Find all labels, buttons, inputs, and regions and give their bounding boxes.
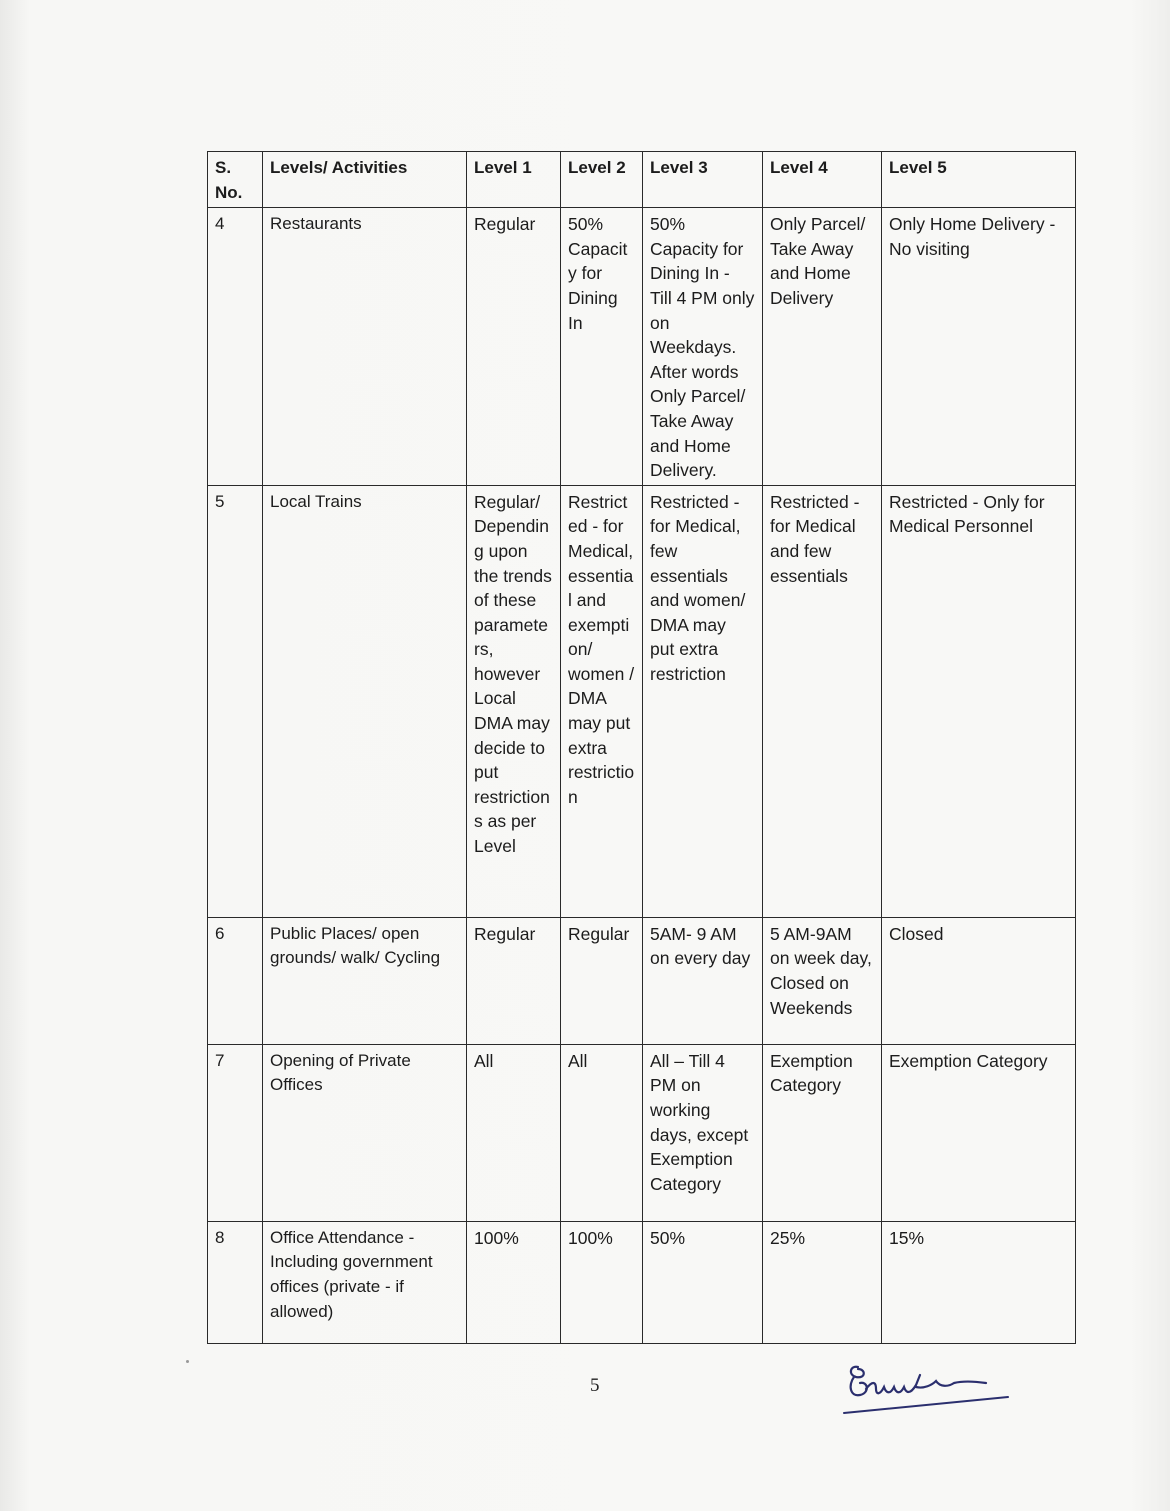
row-level-1: Regular bbox=[467, 208, 561, 486]
row-level-3: 50% bbox=[643, 1221, 763, 1343]
row-level-5: Only Home Delivery - No visiting bbox=[882, 208, 1076, 486]
signature-icon bbox=[836, 1345, 1016, 1425]
row-level-2: All bbox=[561, 1044, 643, 1221]
row-level-5: 15% bbox=[882, 1221, 1076, 1343]
row-sno: 4 bbox=[208, 208, 263, 486]
row-level-2: Regular bbox=[561, 917, 643, 1044]
table-row bbox=[208, 485, 1076, 917]
levels-activities-table bbox=[207, 151, 1076, 1344]
row-level-1: Regular/ Depending upon the trends of these parameters, however Local DMA may decide to put restrictions as per Level bbox=[467, 485, 561, 917]
row-activity: Restaurants bbox=[263, 208, 467, 486]
header-level-5: Level 5 bbox=[882, 152, 1076, 208]
row-level-1: Regular bbox=[467, 917, 561, 1044]
row-level-4: 25% bbox=[763, 1221, 882, 1343]
row-level-3: All – Till 4 PM on working days, except Exemption Category bbox=[643, 1044, 763, 1221]
row-activity: Public Places/ open grounds/ walk/ Cycling bbox=[263, 917, 467, 1044]
row-level-3: Restricted - for Medical, few essentials and women/ DMA may put extra restriction bbox=[643, 485, 763, 917]
row-sno: 7 bbox=[208, 1044, 263, 1221]
row-level-4: Restricted - for Medical and few essentials bbox=[763, 485, 882, 917]
header-level-2: Level 2 bbox=[561, 152, 643, 208]
row-level-4: Exemption Category bbox=[763, 1044, 882, 1221]
row-sno: 8 bbox=[208, 1221, 263, 1343]
row-level-5: Restricted - Only for Medical Personnel bbox=[882, 485, 1076, 917]
row-activity: Office Attendance - Including government offices (private - if allowed) bbox=[263, 1221, 467, 1343]
row-sno: 6 bbox=[208, 917, 263, 1044]
table-row bbox=[208, 917, 1076, 1044]
row-level-1: 100% bbox=[467, 1221, 561, 1343]
row-level-3: 50% Capacity for Dining In - Till 4 PM only on Weekdays. After words Only Parcel/ Take Away and Home Delivery. bbox=[643, 208, 763, 486]
row-level-2: 100% bbox=[561, 1221, 643, 1343]
table-row bbox=[208, 1044, 1076, 1221]
row-level-5: Closed bbox=[882, 917, 1076, 1044]
page-number: 5 bbox=[590, 1375, 600, 1396]
row-level-4: 5 AM-9AM on week day, Closed on Weekends bbox=[763, 917, 882, 1044]
header-level-4: Level 4 bbox=[763, 152, 882, 208]
header-sno: S. No. bbox=[208, 152, 263, 208]
row-level-2: Restricted - for Medical, essential and exemption/ women / DMA may put extra restriction bbox=[561, 485, 643, 917]
row-level-2: 50% Capacity for Dining In bbox=[561, 208, 643, 486]
scan-speck bbox=[186, 1360, 189, 1363]
row-level-5: Exemption Category bbox=[882, 1044, 1076, 1221]
table-row bbox=[208, 1221, 1076, 1343]
row-level-3: 5AM- 9 AM on every day bbox=[643, 917, 763, 1044]
row-sno: 5 bbox=[208, 485, 263, 917]
header-activities: Levels/ Activities bbox=[263, 152, 467, 208]
table-row bbox=[208, 208, 1076, 486]
header-level-3: Level 3 bbox=[643, 152, 763, 208]
header-level-1: Level 1 bbox=[467, 152, 561, 208]
row-level-1: All bbox=[467, 1044, 561, 1221]
row-activity: Local Trains bbox=[263, 485, 467, 917]
table-header-row bbox=[208, 152, 1076, 208]
row-activity: Opening of Private Offices bbox=[263, 1044, 467, 1221]
row-level-4: Only Parcel/ Take Away and Home Delivery bbox=[763, 208, 882, 486]
